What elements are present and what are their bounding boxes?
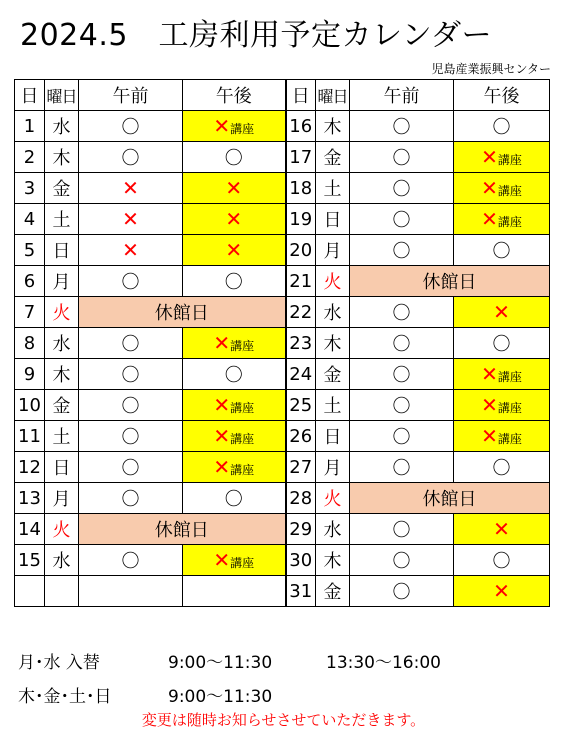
cross-icon: ✕ <box>122 176 139 200</box>
day-number: 14 <box>15 514 45 545</box>
circle-icon: 〇 <box>392 334 411 355</box>
weekday: 火 <box>45 514 79 545</box>
closed-day: 休館日 <box>350 483 550 514</box>
day-number: 25 <box>286 390 316 421</box>
circle-icon: 〇 <box>492 117 511 138</box>
circle-icon: 〇 <box>224 365 243 386</box>
schedule-morning-time: 9:00～11:30 <box>168 653 273 673</box>
circle-icon: 〇 <box>392 551 411 572</box>
closed-day: 休館日 <box>350 266 550 297</box>
day-number: 24 <box>286 359 316 390</box>
day-number: 8 <box>15 328 45 359</box>
day-number: 1 <box>15 111 45 142</box>
change-notice: 変更は随時お知らせさせていただきます。 <box>141 711 426 729</box>
day-number: 3 <box>15 173 45 204</box>
table-row <box>15 359 550 390</box>
day-number: 21 <box>286 266 316 297</box>
table-row <box>15 452 550 483</box>
weekday: 金 <box>45 390 79 421</box>
day-number: 20 <box>286 235 316 266</box>
lecture-label: 講座 <box>230 556 255 570</box>
am-available <box>350 111 454 142</box>
am-available <box>350 390 454 421</box>
day-number <box>15 576 45 607</box>
am-available <box>350 359 454 390</box>
lecture-label: 講座 <box>497 184 522 198</box>
circle-icon: 〇 <box>224 489 243 510</box>
closed-day: 休館日 <box>79 297 286 328</box>
weekday: 水 <box>45 328 79 359</box>
circle-icon: 〇 <box>121 148 140 169</box>
table-row <box>15 173 550 204</box>
am-available <box>350 514 454 545</box>
cross-icon: ✕ <box>213 424 231 448</box>
day-number: 6 <box>15 266 45 297</box>
day-number: 23 <box>286 328 316 359</box>
cross-icon: ✕ <box>481 176 498 200</box>
pm-lecture <box>183 545 286 576</box>
weekday: 木 <box>316 111 350 142</box>
page-title: 2024.5 工房利用予定カレンダー <box>20 18 493 53</box>
pm-lecture <box>454 204 550 235</box>
pm-lecture <box>183 390 286 421</box>
day-number: 22 <box>286 297 316 328</box>
am-available <box>350 142 454 173</box>
cross-icon: ✕ <box>481 393 498 417</box>
circle-icon: 〇 <box>392 427 411 448</box>
table-row <box>15 390 550 421</box>
cross-icon: ✕ <box>225 207 243 231</box>
pm-lecture <box>183 111 286 142</box>
am-available <box>350 235 454 266</box>
lecture-label: 講座 <box>230 432 255 446</box>
am-available <box>350 421 454 452</box>
weekday: 土 <box>45 204 79 235</box>
weekday: 火 <box>316 266 350 297</box>
circle-icon: 〇 <box>121 396 140 417</box>
weekday: 土 <box>316 390 350 421</box>
day-number: 2 <box>15 142 45 173</box>
pm-unavailable <box>454 297 550 328</box>
cross-icon: ✕ <box>493 579 510 603</box>
cross-icon: ✕ <box>213 393 231 417</box>
table-row <box>15 514 550 545</box>
lecture-label: 講座 <box>497 153 522 167</box>
circle-icon: 〇 <box>392 365 411 386</box>
am-unavailable <box>79 235 183 266</box>
circle-icon: 〇 <box>392 117 411 138</box>
weekday: 月 <box>316 235 350 266</box>
day-number: 27 <box>286 452 316 483</box>
circle-icon: 〇 <box>121 458 140 479</box>
am-available <box>350 297 454 328</box>
day-number: 13 <box>15 483 45 514</box>
pm-empty <box>183 576 286 607</box>
circle-icon: 〇 <box>121 489 140 510</box>
weekday <box>45 576 79 607</box>
pm-lecture <box>183 421 286 452</box>
weekday: 木 <box>45 142 79 173</box>
header-weekday: 曜日 <box>45 80 79 111</box>
circle-icon: 〇 <box>392 582 411 603</box>
weekday: 日 <box>316 421 350 452</box>
lecture-label: 講座 <box>497 370 522 384</box>
cross-icon: ✕ <box>213 455 231 479</box>
am-available <box>79 421 183 452</box>
table-row <box>15 328 550 359</box>
table-row <box>15 297 550 328</box>
cross-icon: ✕ <box>493 517 510 541</box>
am-available <box>350 204 454 235</box>
lecture-label: 講座 <box>497 401 522 415</box>
circle-icon: 〇 <box>492 334 511 355</box>
weekday: 月 <box>45 266 79 297</box>
am-available <box>350 576 454 607</box>
weekday: 金 <box>316 142 350 173</box>
am-available <box>79 545 183 576</box>
circle-icon: 〇 <box>392 210 411 231</box>
weekday: 月 <box>316 452 350 483</box>
cross-icon: ✕ <box>493 300 510 324</box>
lecture-label: 講座 <box>497 432 522 446</box>
lecture-label: 講座 <box>230 122 255 136</box>
cross-icon: ✕ <box>481 424 498 448</box>
calendar-table <box>14 79 550 607</box>
am-available <box>79 111 183 142</box>
table-row <box>15 142 550 173</box>
weekday: 金 <box>316 359 350 390</box>
pm-available <box>183 483 286 514</box>
am-available <box>350 328 454 359</box>
day-number: 16 <box>286 111 316 142</box>
pm-available <box>183 266 286 297</box>
am-available <box>350 452 454 483</box>
table-row <box>15 235 550 266</box>
pm-available <box>454 111 550 142</box>
day-number: 17 <box>286 142 316 173</box>
circle-icon: 〇 <box>392 179 411 200</box>
pm-lecture <box>183 328 286 359</box>
pm-unavailable <box>454 514 550 545</box>
header-pm: 午後 <box>454 80 550 111</box>
schedule-morning-time: 9:00～11:30 <box>168 687 273 707</box>
weekday: 水 <box>45 111 79 142</box>
pm-lecture <box>454 173 550 204</box>
lecture-label: 講座 <box>230 463 255 477</box>
day-number: 26 <box>286 421 316 452</box>
header-am: 午前 <box>350 80 454 111</box>
am-available <box>79 359 183 390</box>
header-weekday: 曜日 <box>316 80 350 111</box>
cross-icon: ✕ <box>225 176 243 200</box>
weekday: 木 <box>316 328 350 359</box>
pm-available <box>454 235 550 266</box>
table-row <box>15 576 550 607</box>
cross-icon: ✕ <box>213 331 231 355</box>
weekday: 金 <box>45 173 79 204</box>
cross-icon: ✕ <box>213 548 231 572</box>
day-number: 7 <box>15 297 45 328</box>
cross-icon: ✕ <box>213 114 231 138</box>
header-day: 日 <box>286 80 316 111</box>
weekday: 土 <box>45 421 79 452</box>
cross-icon: ✕ <box>481 145 498 169</box>
weekday: 火 <box>316 483 350 514</box>
pm-lecture <box>454 142 550 173</box>
day-number: 19 <box>286 204 316 235</box>
pm-available <box>454 545 550 576</box>
pm-unavailable <box>183 173 286 204</box>
day-number: 5 <box>15 235 45 266</box>
weekday: 月 <box>45 483 79 514</box>
pm-lecture <box>454 421 550 452</box>
day-number: 18 <box>286 173 316 204</box>
circle-icon: 〇 <box>492 458 511 479</box>
weekday: 水 <box>45 545 79 576</box>
circle-icon: 〇 <box>392 458 411 479</box>
circle-icon: 〇 <box>392 303 411 324</box>
circle-icon: 〇 <box>392 396 411 417</box>
circle-icon: 〇 <box>392 520 411 541</box>
am-empty <box>79 576 183 607</box>
circle-icon: 〇 <box>224 148 243 169</box>
circle-icon: 〇 <box>224 272 243 293</box>
day-number: 29 <box>286 514 316 545</box>
day-number: 12 <box>15 452 45 483</box>
pm-available <box>183 142 286 173</box>
pm-lecture <box>454 359 550 390</box>
table-row <box>15 545 550 576</box>
cross-icon: ✕ <box>122 207 139 231</box>
day-number: 31 <box>286 576 316 607</box>
table-row <box>15 421 550 452</box>
day-number: 4 <box>15 204 45 235</box>
header-am: 午前 <box>79 80 183 111</box>
closed-day: 休館日 <box>79 514 286 545</box>
day-number: 15 <box>15 545 45 576</box>
am-unavailable <box>79 173 183 204</box>
header-row <box>15 80 550 111</box>
table-row <box>15 204 550 235</box>
weekday: 木 <box>316 545 350 576</box>
am-available <box>350 173 454 204</box>
weekday: 日 <box>316 204 350 235</box>
day-number: 10 <box>15 390 45 421</box>
weekday: 火 <box>45 297 79 328</box>
schedule-days: 月･水 入替 <box>18 653 100 673</box>
weekday: 木 <box>45 359 79 390</box>
lecture-label: 講座 <box>230 339 255 353</box>
cross-icon: ✕ <box>481 207 498 231</box>
day-number: 9 <box>15 359 45 390</box>
pm-lecture <box>183 452 286 483</box>
schedule-afternoon-time: 13:30～16:00 <box>326 653 441 673</box>
organization-name: 児島産業振興センター <box>431 62 551 76</box>
pm-available <box>454 328 550 359</box>
cross-icon: ✕ <box>122 238 139 262</box>
pm-lecture <box>454 390 550 421</box>
weekday: 日 <box>45 235 79 266</box>
circle-icon: 〇 <box>392 148 411 169</box>
circle-icon: 〇 <box>121 427 140 448</box>
day-number: 28 <box>286 483 316 514</box>
circle-icon: 〇 <box>121 551 140 572</box>
am-available <box>79 328 183 359</box>
pm-available <box>183 359 286 390</box>
table-row <box>15 111 550 142</box>
pm-available <box>454 452 550 483</box>
circle-icon: 〇 <box>121 272 140 293</box>
weekday: 水 <box>316 514 350 545</box>
weekday: 水 <box>316 297 350 328</box>
day-number: 30 <box>286 545 316 576</box>
am-available <box>79 390 183 421</box>
weekday: 土 <box>316 173 350 204</box>
lecture-label: 講座 <box>230 401 255 415</box>
am-available <box>350 545 454 576</box>
pm-unavailable <box>454 576 550 607</box>
am-available <box>79 483 183 514</box>
cross-icon: ✕ <box>225 238 243 262</box>
header-pm: 午後 <box>183 80 286 111</box>
circle-icon: 〇 <box>492 241 511 262</box>
circle-icon: 〇 <box>392 241 411 262</box>
am-available <box>79 452 183 483</box>
header-day: 日 <box>15 80 45 111</box>
day-number: 11 <box>15 421 45 452</box>
am-available <box>79 266 183 297</box>
pm-unavailable <box>183 204 286 235</box>
table-row <box>15 483 550 514</box>
circle-icon: 〇 <box>121 334 140 355</box>
lecture-label: 講座 <box>497 215 522 229</box>
weekday: 金 <box>316 576 350 607</box>
circle-icon: 〇 <box>121 365 140 386</box>
cross-icon: ✕ <box>481 362 498 386</box>
am-available <box>79 142 183 173</box>
table-row <box>15 266 550 297</box>
pm-unavailable <box>183 235 286 266</box>
weekday: 日 <box>45 452 79 483</box>
circle-icon: 〇 <box>121 117 140 138</box>
schedule-days: 木･金･土･日 <box>18 687 112 707</box>
circle-icon: 〇 <box>492 551 511 572</box>
am-unavailable <box>79 204 183 235</box>
